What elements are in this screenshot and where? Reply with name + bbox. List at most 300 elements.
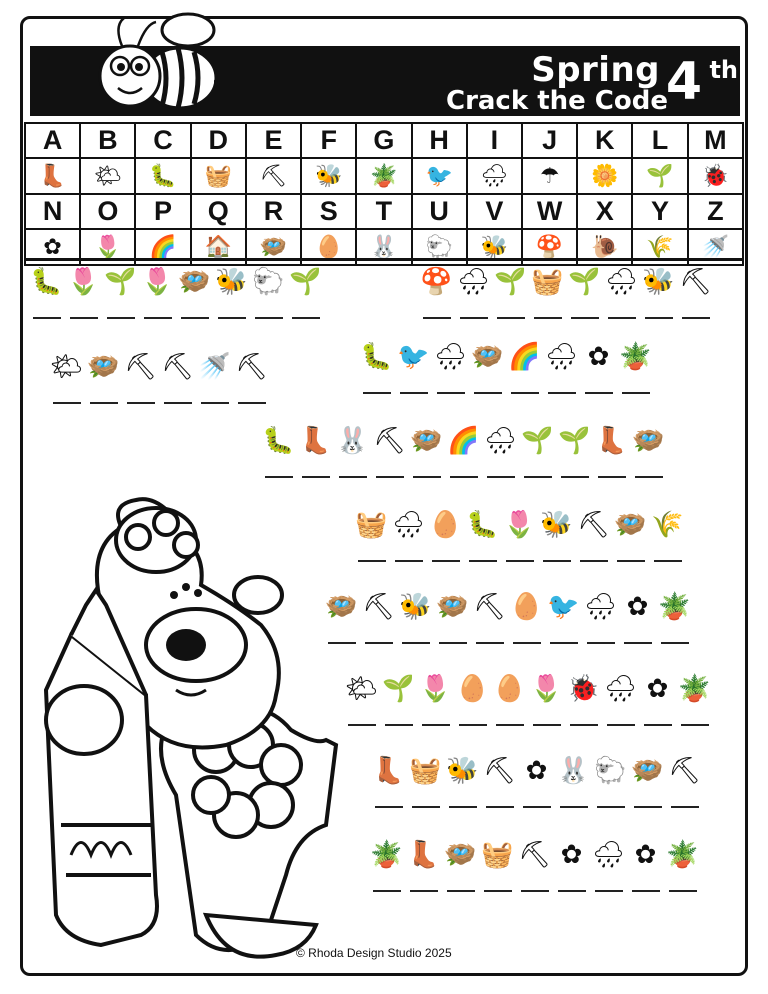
key-letter-s: S [301, 194, 356, 229]
puzzle-slot [336, 424, 369, 478]
bee-flying-icon: 🐝 [642, 267, 675, 297]
puzzle-word-1 [30, 265, 322, 319]
answer-blank[interactable] [302, 476, 330, 478]
easter-egg-icon: 🥚 [493, 674, 526, 704]
sun-cloud-icon: 🌤 [345, 674, 379, 704]
puzzle-slot [567, 672, 600, 726]
puzzle-slot [595, 424, 628, 478]
sun-cloud-icon: 🌤 [80, 158, 135, 194]
answer-blank[interactable] [265, 476, 293, 478]
answer-blank[interactable] [632, 890, 660, 892]
grass-icon: 🌾 [632, 229, 687, 265]
bird-icon: 🐦 [412, 158, 467, 194]
rainbow-icon: 🌈 [447, 426, 480, 456]
key-letter-t: T [356, 194, 411, 229]
section-divider [24, 258, 744, 261]
answer-blank[interactable] [486, 806, 514, 808]
answer-blank[interactable] [476, 642, 504, 644]
key-letter-row [25, 123, 743, 158]
puzzle-slot [510, 590, 543, 644]
puzzle-word-9 [372, 754, 701, 808]
tulip-icon: 🌷 [419, 674, 452, 704]
answer-blank[interactable] [608, 317, 636, 319]
answer-blank[interactable] [661, 642, 689, 644]
puzzle-slot [355, 508, 388, 562]
answer-blank[interactable] [363, 392, 391, 394]
birdhouse-icon: 🏠 [191, 229, 246, 265]
rain-cloud-icon: 🌧 [457, 267, 491, 297]
answer-blank[interactable] [447, 890, 475, 892]
rain-cloud-icon: 🌧 [467, 158, 522, 194]
grass-icon: 🌾 [651, 510, 684, 540]
daisy-icon: ✿ [560, 840, 583, 870]
puzzle-word-7 [325, 590, 691, 644]
watering-can-icon: 🚿 [688, 229, 743, 265]
answer-blank[interactable] [385, 724, 413, 726]
answer-blank[interactable] [607, 724, 635, 726]
flower-pot-icon: 🪴 [666, 840, 699, 870]
answer-blank[interactable] [423, 317, 451, 319]
puzzle-slot [577, 508, 610, 562]
answer-blank[interactable] [543, 560, 571, 562]
puzzle-slot [530, 672, 563, 726]
answer-blank[interactable] [669, 890, 697, 892]
mushroom-icon: 🍄 [420, 267, 453, 297]
puzzle-slot [493, 672, 526, 726]
title-crack-the-code: Crack the Code [445, 86, 668, 116]
answer-blank[interactable] [635, 476, 663, 478]
daisy-icon: ✿ [634, 840, 657, 870]
nest-icon: 🪺 [410, 426, 443, 456]
answer-blank[interactable] [617, 560, 645, 562]
puzzle-slot [547, 590, 580, 644]
answer-blank[interactable] [548, 392, 576, 394]
puzzle-slot [508, 340, 541, 394]
puzzle-word-6 [355, 508, 684, 562]
shovel-icon: ⛏ [679, 267, 713, 297]
puzzle-slot [373, 424, 406, 478]
answer-blank[interactable] [432, 560, 460, 562]
key-letter-f: F [301, 123, 356, 158]
flower-pot-icon: 🪴 [619, 342, 652, 372]
puzzle-slot [446, 754, 479, 808]
bee-icon: 🐝 [540, 510, 573, 540]
bee-flying-icon: 🐝 [301, 158, 356, 194]
answer-blank[interactable] [644, 724, 672, 726]
caterpillar-icon: 🐛 [466, 510, 499, 540]
answer-blank[interactable] [375, 806, 403, 808]
puzzle-slot [429, 508, 462, 562]
bunny-icon: 🐰 [336, 426, 369, 456]
bee-mascot-icon [92, 8, 222, 118]
key-letter-v: V [467, 194, 522, 229]
answer-blank[interactable] [506, 560, 534, 562]
flower-pot-icon: 🪴 [678, 674, 711, 704]
key-letter-y: Y [632, 194, 687, 229]
answer-blank[interactable] [460, 317, 488, 319]
shovel-icon: ⛏ [577, 510, 611, 540]
answer-blank[interactable] [550, 642, 578, 644]
puzzle-slot [621, 590, 654, 644]
answer-blank[interactable] [561, 476, 589, 478]
answer-blank[interactable] [144, 317, 172, 319]
nest-icon: 🪺 [436, 592, 469, 622]
puzzle-slot [642, 265, 675, 319]
umbrella-icon: ☂ [522, 158, 577, 194]
basket-icon: 🧺 [481, 840, 514, 870]
sprout-icon: 🌱 [494, 267, 527, 297]
puzzle-slot [215, 265, 248, 319]
puzzle-slot [558, 424, 591, 478]
answer-blank[interactable] [53, 402, 81, 404]
nest-icon: 🪺 [614, 510, 647, 540]
answer-blank[interactable] [595, 890, 623, 892]
sprout-icon: 🌱 [289, 267, 322, 297]
basket-icon: 🧺 [531, 267, 564, 297]
sprout-icon: 🌱 [558, 426, 591, 456]
answer-blank[interactable] [238, 402, 266, 404]
sheep-with-pencil-icon [26, 495, 356, 965]
answer-blank[interactable] [598, 476, 626, 478]
answer-blank[interactable] [201, 402, 229, 404]
puzzle-slot [434, 340, 467, 394]
rain-cloud-icon: 🌧 [604, 674, 638, 704]
key-letter-r: R [246, 194, 301, 229]
boot-icon: 👢 [25, 158, 80, 194]
nest-icon: 🪺 [325, 592, 358, 622]
key-letter-u: U [412, 194, 467, 229]
puzzle-slot [666, 838, 699, 892]
copyright-text: © Rhoda Design Studio 2025 [296, 946, 452, 960]
answer-blank[interactable] [523, 806, 551, 808]
puzzle-slot [555, 838, 588, 892]
puzzle-slot [481, 838, 514, 892]
puzzle-slot [679, 265, 712, 319]
code-key-table [24, 122, 744, 266]
answer-blank[interactable] [560, 806, 588, 808]
puzzle-slot [161, 350, 194, 404]
key-letter-c: C [135, 123, 190, 158]
answer-blank[interactable] [634, 806, 662, 808]
puzzle-slot [545, 340, 578, 394]
puzzle-slot [372, 754, 405, 808]
key-letter-k: K [577, 123, 632, 158]
answer-blank[interactable] [681, 724, 709, 726]
mushroom-icon: 🍄 [522, 229, 577, 265]
puzzle-slot [631, 754, 664, 808]
answer-blank[interactable] [497, 317, 525, 319]
key-letter-q: Q [191, 194, 246, 229]
nest-icon: 🪺 [178, 267, 211, 297]
puzzle-word-10 [370, 838, 699, 892]
puzzle-slot [456, 672, 489, 726]
sprout-icon: 🌱 [382, 674, 415, 704]
boot-icon: 👢 [407, 840, 440, 870]
key-letter-w: W [522, 194, 577, 229]
caterpillar-icon: 🐛 [135, 158, 190, 194]
answer-blank[interactable] [413, 476, 441, 478]
key-letter-p: P [135, 194, 190, 229]
answer-blank[interactable] [484, 890, 512, 892]
puzzle-slot [436, 590, 469, 644]
puzzle-slot [419, 672, 452, 726]
key-letter-h: H [412, 123, 467, 158]
tulip-icon: 🌷 [80, 229, 135, 265]
answer-blank[interactable] [365, 642, 393, 644]
puzzle-slot [397, 340, 430, 394]
answer-blank[interactable] [534, 317, 562, 319]
key-letter-a: A [25, 123, 80, 158]
basket-icon: 🧺 [355, 510, 388, 540]
key-letter-x: X [577, 194, 632, 229]
answer-blank[interactable] [358, 560, 386, 562]
nest-icon: 🪺 [444, 840, 477, 870]
answer-blank[interactable] [400, 392, 428, 394]
easter-egg-icon: 🥚 [456, 674, 489, 704]
puzzle-slot [360, 340, 393, 394]
nest-icon: 🪺 [632, 426, 665, 456]
answer-blank[interactable] [558, 890, 586, 892]
key-letter-row [25, 194, 743, 229]
puzzle-slot [447, 424, 480, 478]
answer-blank[interactable] [90, 402, 118, 404]
answer-blank[interactable] [487, 476, 515, 478]
puzzle-slot [520, 754, 553, 808]
answer-blank[interactable] [33, 317, 61, 319]
bee-flying-icon: 🐝 [399, 592, 432, 622]
caterpillar-icon: 🐛 [262, 426, 295, 456]
key-letter-i: I [467, 123, 522, 158]
key-letter-j: J [522, 123, 577, 158]
easter-egg-icon: 🥚 [301, 229, 356, 265]
puzzle-slot [262, 424, 295, 478]
answer-blank[interactable] [511, 392, 539, 394]
answer-blank[interactable] [597, 806, 625, 808]
puzzle-slot [484, 424, 517, 478]
tulip-icon: 🌷 [530, 674, 563, 704]
puzzle-slot [540, 508, 573, 562]
answer-blank[interactable] [449, 806, 477, 808]
puzzle-slot [592, 838, 625, 892]
daisy-icon: ✿ [525, 756, 548, 786]
answer-blank[interactable] [373, 890, 401, 892]
key-letter-d: D [191, 123, 246, 158]
puzzle-word-5 [262, 424, 665, 478]
flower-pot-icon: 🪴 [658, 592, 691, 622]
puzzle-slot [494, 265, 527, 319]
watering-can-icon: 🚿 [198, 352, 231, 382]
answer-blank[interactable] [255, 317, 283, 319]
puzzle-slot [87, 350, 120, 404]
grade-number: 4 [665, 52, 702, 112]
shovel-icon: ⛏ [246, 158, 301, 194]
rain-cloud-icon: 🌧 [545, 342, 579, 372]
answer-blank[interactable] [395, 560, 423, 562]
basket-icon: 🧺 [409, 756, 442, 786]
puzzle-slot [658, 590, 691, 644]
puzzle-slot [678, 672, 711, 726]
easter-egg-icon: 🥚 [510, 592, 543, 622]
daisy-icon: ✿ [587, 342, 610, 372]
puzzle-slot [420, 265, 453, 319]
puzzle-slot [299, 424, 332, 478]
puzzle-slot [382, 672, 415, 726]
puzzle-slot [444, 838, 477, 892]
puzzle-slot [471, 340, 504, 394]
answer-blank[interactable] [218, 317, 246, 319]
answer-blank[interactable] [107, 317, 135, 319]
answer-blank[interactable] [127, 402, 155, 404]
key-letter-b: B [80, 123, 135, 158]
answer-blank[interactable] [533, 724, 561, 726]
puzzle-slot [289, 265, 322, 319]
key-letter-e: E [246, 123, 301, 158]
ladybug-icon: 🐞 [688, 158, 743, 194]
answer-blank[interactable] [376, 476, 404, 478]
answer-blank[interactable] [439, 642, 467, 644]
ladybug-icon: 🐞 [567, 674, 600, 704]
rain-cloud-icon: 🌧 [434, 342, 468, 372]
answer-blank[interactable] [513, 642, 541, 644]
answer-blank[interactable] [437, 392, 465, 394]
key-picture-row [25, 158, 743, 194]
key-letter-g: G [356, 123, 411, 158]
puzzle-slot [410, 424, 443, 478]
puzzle-slot [619, 340, 652, 394]
answer-blank[interactable] [682, 317, 710, 319]
key-letter-z: Z [688, 194, 743, 229]
bird-icon: 🐦 [547, 592, 580, 622]
boot-icon: 👢 [372, 756, 405, 786]
shovel-icon: ⛏ [483, 756, 517, 786]
puzzle-slot [651, 508, 684, 562]
shovel-icon: ⛏ [518, 840, 552, 870]
answer-blank[interactable] [524, 476, 552, 478]
answer-blank[interactable] [654, 560, 682, 562]
tulip-icon: 🌷 [141, 267, 174, 297]
puzzle-word-4 [360, 340, 652, 394]
answer-blank[interactable] [585, 392, 613, 394]
snail-icon: 🐌 [577, 229, 632, 265]
puzzle-slot [457, 265, 490, 319]
puzzle-slot [594, 754, 627, 808]
answer-blank[interactable] [450, 476, 478, 478]
shovel-icon: ⛏ [668, 756, 702, 786]
answer-blank[interactable] [496, 724, 524, 726]
answer-blank[interactable] [181, 317, 209, 319]
puzzle-slot [235, 350, 268, 404]
puzzle-slot [473, 590, 506, 644]
answer-blank[interactable] [622, 392, 650, 394]
sprout-icon: 🌱 [104, 267, 137, 297]
easter-egg-icon: 🥚 [429, 510, 462, 540]
puzzle-slot [104, 265, 137, 319]
rain-cloud-icon: 🌧 [592, 840, 626, 870]
puzzle-slot [632, 424, 665, 478]
puzzle-slot [141, 265, 174, 319]
answer-blank[interactable] [474, 392, 502, 394]
puzzle-slot [641, 672, 674, 726]
caterpillar-icon: 🐛 [360, 342, 393, 372]
puzzle-slot [518, 838, 551, 892]
bee-icon: 🐝 [446, 756, 479, 786]
boot-icon: 👢 [595, 426, 628, 456]
puzzle-slot [605, 265, 638, 319]
caterpillar-icon: 🐛 [30, 267, 63, 297]
nest-icon: 🪺 [246, 229, 301, 265]
puzzle-slot [521, 424, 554, 478]
tulip-icon: 🌷 [67, 267, 100, 297]
rain-cloud-icon: 🌧 [584, 592, 618, 622]
puzzle-slot [67, 265, 100, 319]
answer-blank[interactable] [459, 724, 487, 726]
answer-blank[interactable] [412, 806, 440, 808]
answer-blank[interactable] [580, 560, 608, 562]
answer-blank[interactable] [671, 806, 699, 808]
puzzle-slot [178, 265, 211, 319]
puzzle-slot [557, 754, 590, 808]
answer-blank[interactable] [571, 317, 599, 319]
lamb-icon: 🐑 [412, 229, 467, 265]
answer-blank[interactable] [402, 642, 430, 644]
puzzle-slot [362, 590, 395, 644]
shovel-icon: ⛏ [235, 352, 269, 382]
answer-blank[interactable] [164, 402, 192, 404]
lamb-icon: 🐑 [252, 267, 285, 297]
basket-icon: 🧺 [191, 158, 246, 194]
puzzle-slot [124, 350, 157, 404]
puzzle-slot [604, 672, 637, 726]
daisy-icon: ✿ [626, 592, 649, 622]
bird-icon: 🐦 [397, 342, 430, 372]
answer-blank[interactable] [410, 890, 438, 892]
key-letter-l: L [632, 123, 687, 158]
answer-blank[interactable] [70, 317, 98, 319]
puzzle-slot [30, 265, 63, 319]
answer-blank[interactable] [645, 317, 673, 319]
key-letter-n: N [25, 194, 80, 229]
daisy-icon: ✿ [25, 229, 80, 265]
puzzle-slot [582, 340, 615, 394]
rain-cloud-icon: 🌧 [392, 510, 426, 540]
shovel-icon: ⛏ [362, 592, 396, 622]
nest-icon: 🪺 [87, 352, 120, 382]
puzzle-slot [399, 590, 432, 644]
puzzle-slot [252, 265, 285, 319]
shovel-icon: ⛏ [161, 352, 195, 382]
answer-blank[interactable] [570, 724, 598, 726]
answer-blank[interactable] [624, 642, 652, 644]
answer-blank[interactable] [339, 476, 367, 478]
puzzle-slot [483, 754, 516, 808]
puzzle-word-8 [345, 672, 711, 726]
answer-blank[interactable] [587, 642, 615, 644]
nest-icon: 🪺 [631, 756, 664, 786]
puzzle-slot [50, 350, 83, 404]
puzzle-slot [198, 350, 231, 404]
flower-pot-icon: 🪴 [370, 840, 403, 870]
answer-blank[interactable] [469, 560, 497, 562]
answer-blank[interactable] [422, 724, 450, 726]
answer-blank[interactable] [292, 317, 320, 319]
shovel-icon: ⛏ [124, 352, 158, 382]
seed-packet-icon: 🌼 [577, 158, 632, 194]
sprout-icon: 🌱 [521, 426, 554, 456]
tulip-icon: 🌷 [503, 510, 536, 540]
answer-blank[interactable] [521, 890, 549, 892]
rainbow-icon: 🌈 [508, 342, 541, 372]
sprout-icon: 🌱 [568, 267, 601, 297]
